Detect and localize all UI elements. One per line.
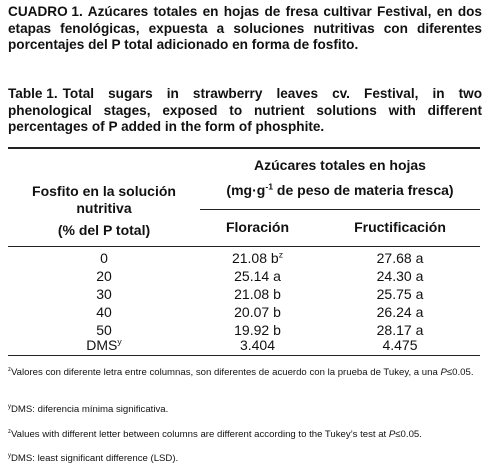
caption-english-text: Total sugars in strawberry leaves cv. Festival, in two phenological stages, exposed to nutrient solutions with different percentages of P added in the form of phosphite. [8,86,482,134]
row-header [8,183,200,239]
footnote-p: P [440,367,447,378]
footnote-en-letters [8,429,482,441]
cell-phosphite: 50 [96,322,112,338]
row-header-line-3: (% del P total) [57,222,151,238]
footnote-text: Valores con diferente letra entre columnas, son diferentes de acuerdo con la prueba de Tukey, a una [10,367,441,378]
footnote-es-dms [8,404,482,416]
cell-floracion: 20.07 b [234,304,281,320]
cell-fructificacion: 24.30 a [376,268,424,284]
header-bottom-rule [8,246,480,247]
units-header [200,182,480,198]
column-header-fructificacion: Fructificación [354,219,446,235]
dms-note: y [117,336,122,347]
units-post: de peso de materia fresca) [273,182,454,198]
cell-dms-floracion: 3.404 [239,337,276,353]
column-header-floracion: Floración [225,219,289,235]
dms-label: DMS [86,337,118,353]
cell-fructificacion: 26.24 a [376,304,424,320]
footnote-text: DMS: least significant difference (LSD). [10,453,179,464]
cell-fructificacion: 25.75 a [376,286,424,302]
footnote-threshold: ≤0.05. [395,429,422,440]
footnote-marker: z [8,428,11,435]
cell-floracion: 25.14 a [234,268,281,284]
group-header-rule [200,209,480,210]
cell-floracion: 19.92 b [234,322,281,338]
caption-english-label: Table 1. [8,86,58,101]
row-header-line-2: nutritiva [76,200,132,216]
cell-phosphite: 40 [96,304,112,320]
caption-spanish [8,4,482,54]
cell-fructificacion: 27.68 a [376,250,424,266]
units-pre: (mg·g [226,182,266,198]
cell-fructificacion: 28.17 a [376,322,424,338]
footnote-marker: y [8,452,11,459]
cell-phosphite: 0 [100,250,108,266]
footnote-es-letters [8,367,482,379]
caption-english [8,86,482,136]
caption-spanish-label: CUADRO 1. [8,4,83,19]
footnote-marker: z [8,366,11,373]
cell-phosphite: 30 [96,286,112,302]
group-header: Azúcares totales en hojas [254,157,426,173]
cell-floracion-value: 21.08 b [231,250,279,266]
footnote-p: P [388,429,396,440]
row-header-line-1: Fosfito en la solución [32,183,176,199]
footnote-text: Values with different letter between columns are different according to the Tukey’s test at [10,429,389,440]
cell-floracion: 21.08 b [234,286,281,302]
footnote-marker: y [8,403,11,410]
cell-dms-label [8,337,200,353]
footnote-threshold: ≤0.05. [446,367,474,378]
table-bottom-rule [8,355,480,356]
cell-floracion [200,250,315,266]
footnote-en-dms [8,453,482,465]
table-top-rule [8,147,480,149]
caption-spanish-text: Azúcares totales en hojas de fresa cultivar Festival, en dos etapas fenológicas, expuesta a soluciones nutritivas con diferentes porcentajes del P total adicionado en forma de fosfito. [8,4,482,52]
cell-phosphite: 20 [96,268,112,284]
cell-floracion-note: z [278,249,284,260]
units-superscript: -1 [265,181,274,192]
cell-dms-fructificacion: 4.475 [382,337,418,353]
footnote-text: DMS: diferencia mínima significativa. [10,404,169,415]
